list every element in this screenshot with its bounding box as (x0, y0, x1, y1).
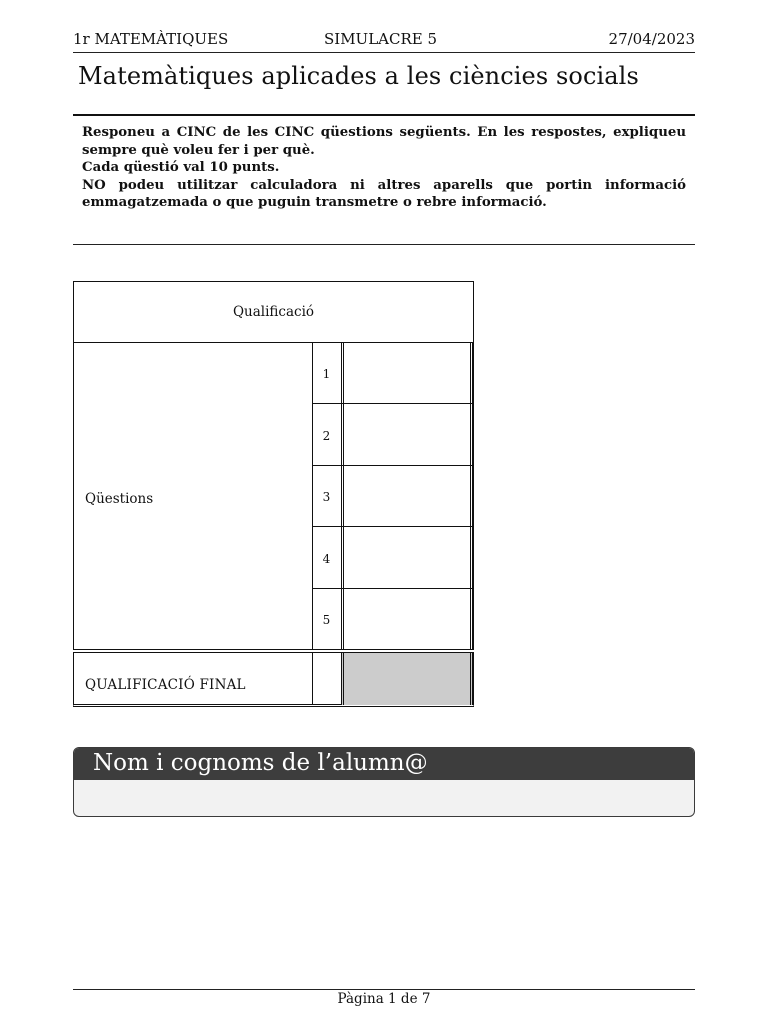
grade-table-body (73, 343, 474, 650)
student-name-box (73, 747, 695, 817)
question-number: 1 (322, 367, 331, 381)
instruction-line: Cada qüestió val 10 punts. (82, 160, 280, 175)
score-column (341, 343, 473, 649)
question-number: 3 (322, 490, 331, 504)
course-label: 1r MATEMÀTIQUES (73, 30, 229, 48)
row-divider (312, 526, 473, 527)
question-number: 5 (322, 613, 331, 627)
final-grade-row (73, 652, 474, 707)
exam-name: SIMULACRE 5 (324, 30, 438, 48)
question-number: 2 (322, 429, 331, 443)
instructions-divider (73, 244, 695, 245)
final-grade-spacer (312, 653, 342, 705)
questions-label: Qüestions (85, 491, 154, 507)
student-name-title: Nom i cognoms de l’alumn@ (74, 748, 694, 780)
exam-date: 27/04/2023 (608, 30, 695, 48)
page-title: Matemàtiques aplicades a les ciències socials (78, 62, 639, 90)
grade-table-heading: Qualificació (232, 304, 315, 320)
question-number: 4 (322, 552, 331, 566)
row-divider (312, 465, 473, 466)
final-grade-field[interactable] (341, 653, 473, 705)
instructions (82, 124, 686, 212)
title-divider (73, 114, 695, 116)
footer-divider (73, 989, 695, 990)
row-divider (312, 588, 473, 589)
student-name-field[interactable] (74, 780, 694, 816)
instruction-line: Responeu a CINC de les CINC qüestions següents. En les respostes, expliqueu sempre què voleu fer i per què. (82, 125, 686, 158)
instruction-line: NO podeu utilitzar calculadora ni altres aparells que portin informació emmagatzemada o que puguin transmetre o rebre informació. (82, 177, 686, 210)
row-divider (312, 403, 473, 404)
final-grade-label: QUALIFICACIÓ FINAL (85, 677, 246, 693)
page-header (73, 30, 695, 53)
page-number: Pàgina 1 de 7 (337, 991, 431, 1007)
